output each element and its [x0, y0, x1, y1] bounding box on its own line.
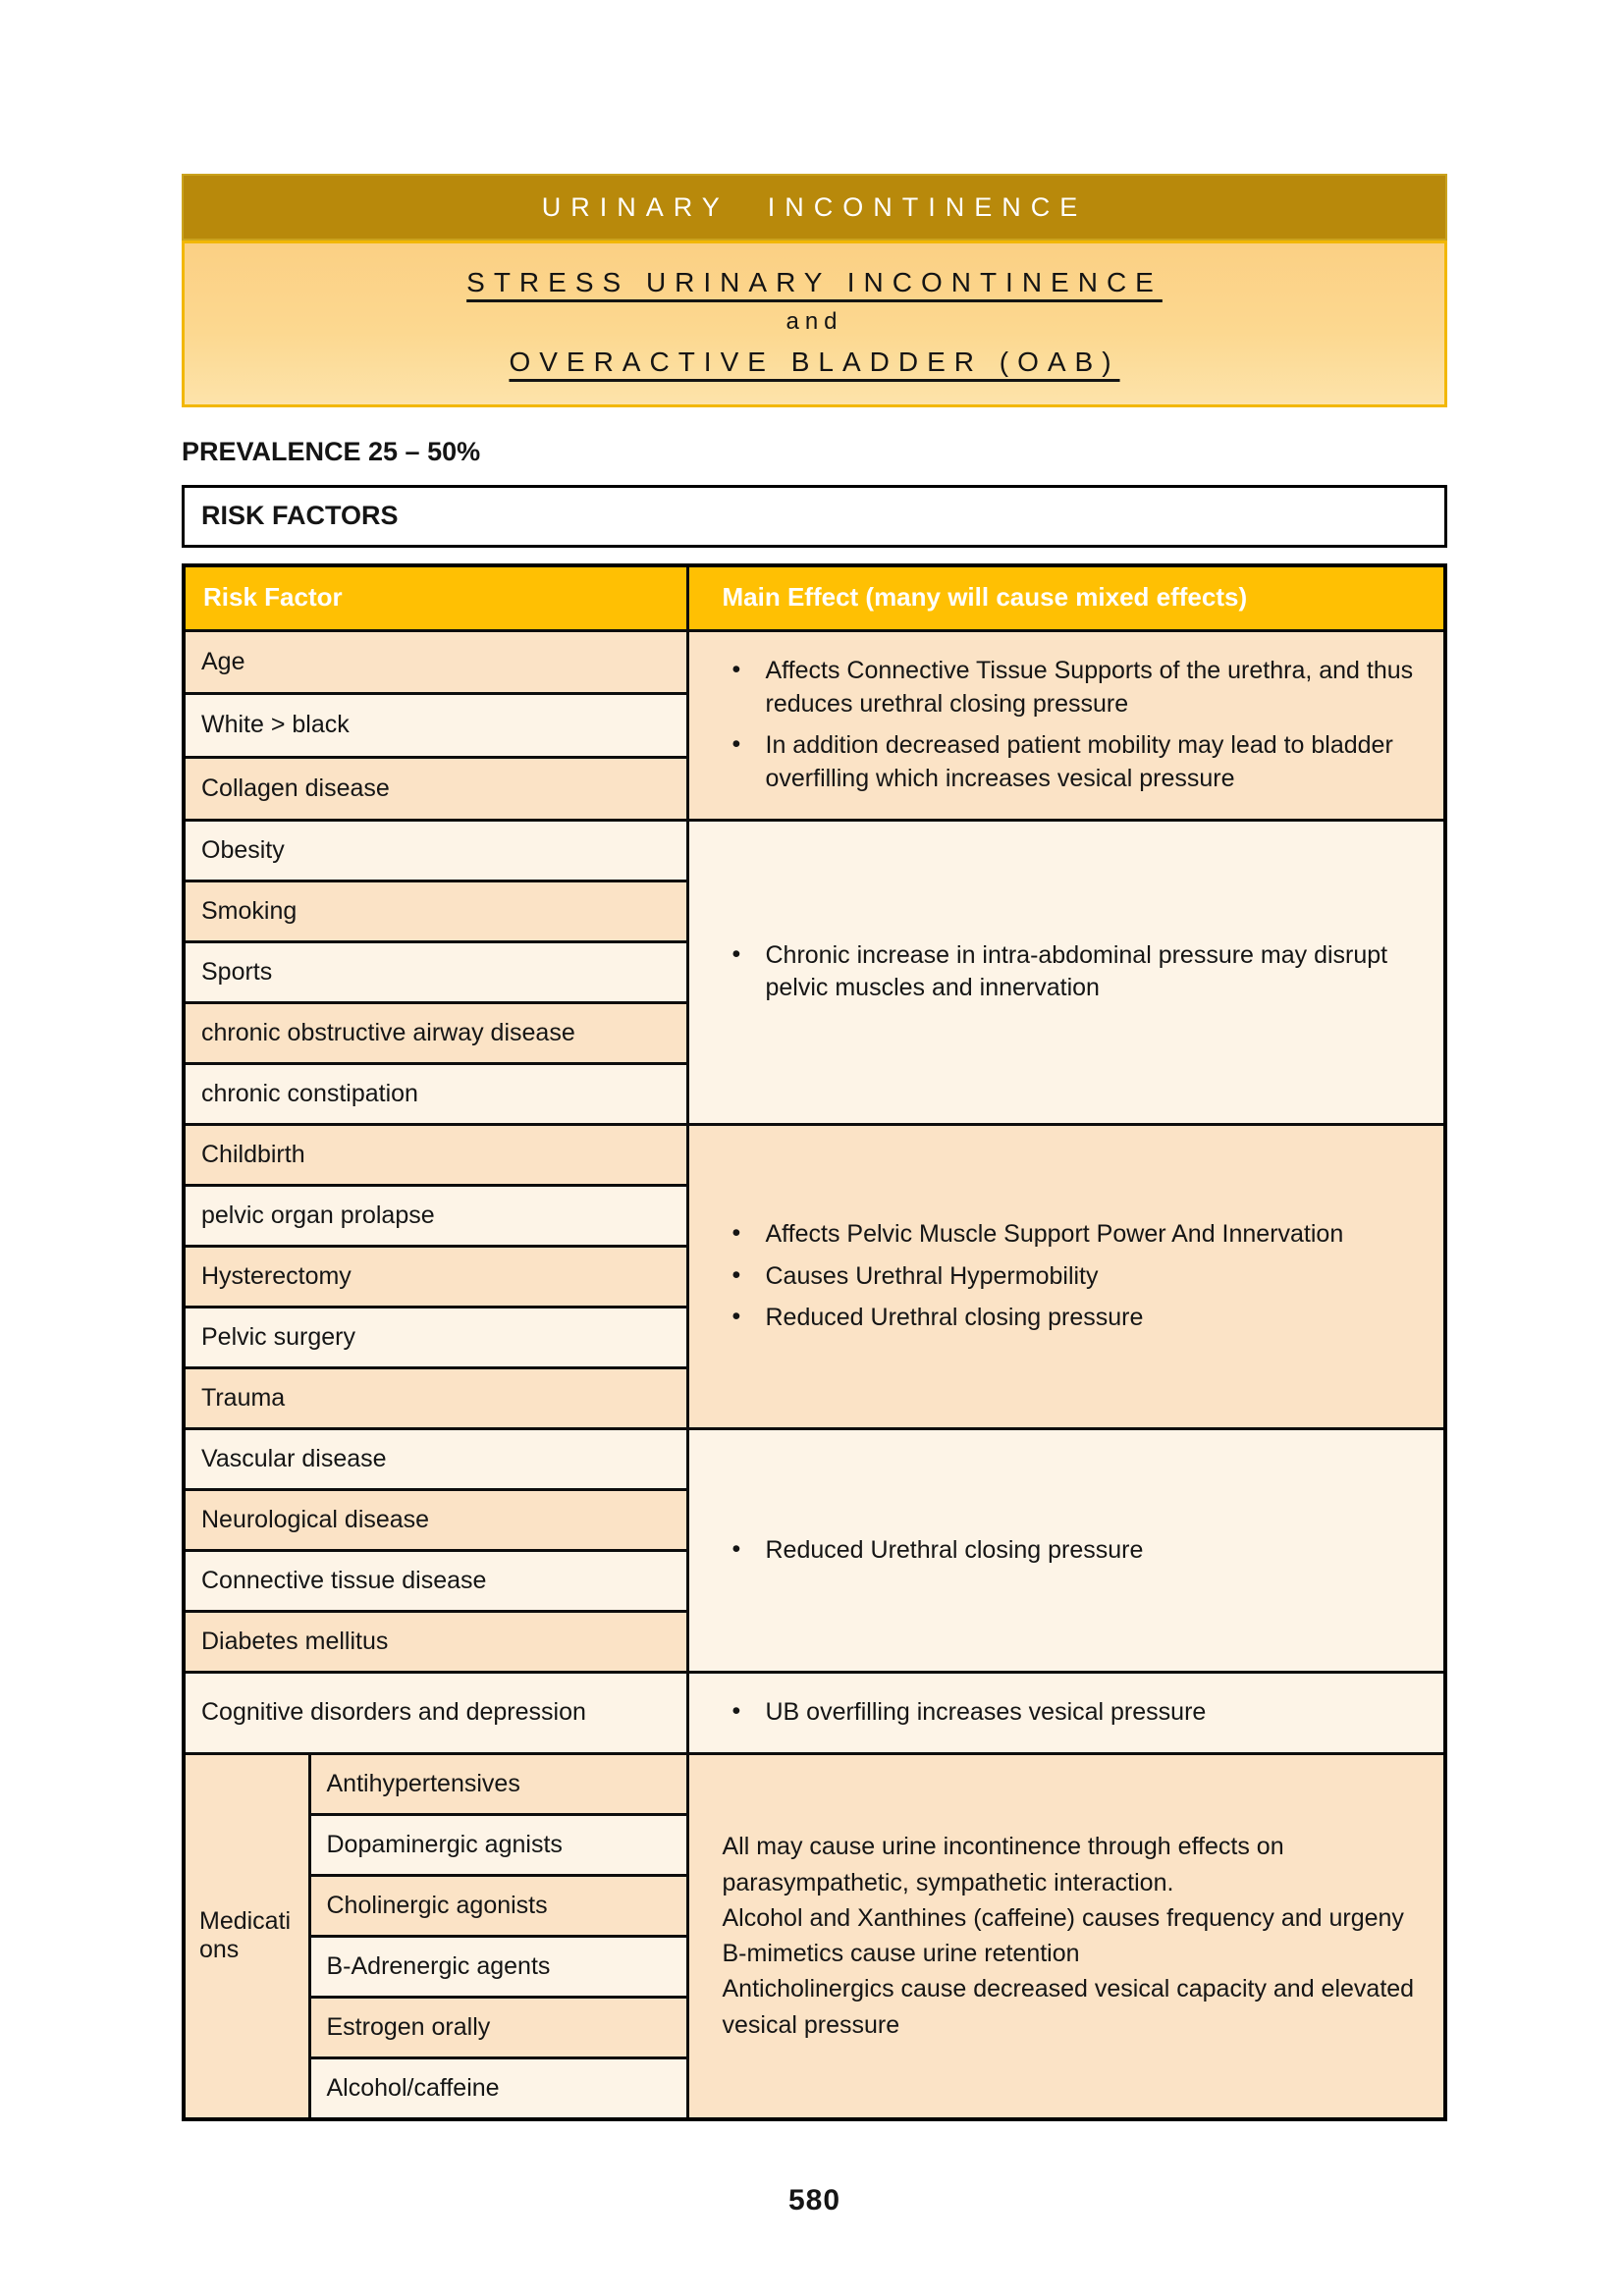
main-title-banner [182, 174, 1447, 240]
effect-bullet-item: • Reduced Urethral closing pressure [725, 1302, 1423, 1335]
effect-paragraph: B-mimetics cause urine retention [722, 1940, 1080, 1968]
effect-bullet-item: • Affects Pelvic Muscle Support Power And Innervation [725, 1218, 1423, 1252]
effect-cell [687, 1753, 1445, 2119]
risk-table-row [184, 1124, 1445, 1185]
risk-factor-cell: Sports [184, 941, 687, 1002]
medication-item-cell: Alcohol/caffeine [309, 2057, 687, 2119]
prevalence-text: PREVALENCE 25 – 50% [182, 436, 481, 466]
risk-factor-cell: White > black [184, 694, 687, 757]
subtitle-box [182, 240, 1447, 407]
risk-table-row [184, 1753, 1445, 1814]
subtitle-conjunction: and [785, 308, 843, 336]
effect-bullet-list [703, 1534, 1423, 1568]
effect-bullet-item: • Affects Connective Tissue Supports of the urethra, and thus reduces urethral closing pressure [725, 655, 1423, 721]
effect-bullet-item: • Reduced Urethral closing pressure [725, 1534, 1423, 1568]
title-block [182, 174, 1447, 407]
risk-table-row [184, 1428, 1445, 1489]
effect-bullet-list [703, 655, 1423, 796]
risk-factor-cell: Connective tissue disease [184, 1550, 687, 1611]
risk-table-body [184, 630, 1445, 2118]
effect-cell [687, 820, 1445, 1124]
effect-cell [687, 1124, 1445, 1428]
effect-paragraph: Alcohol and Xanthines (caffeine) causes frequency and urgeny [722, 1903, 1404, 1932]
risk-factor-cell: Trauma [184, 1367, 687, 1428]
header-row [184, 565, 1445, 631]
effect-cell [687, 630, 1445, 820]
page-content [182, 174, 1447, 2217]
effect-paragraphs [723, 1829, 1423, 2043]
effect-bullet-list [703, 1696, 1423, 1730]
risk-factor-cell: chronic obstructive airway disease [184, 1002, 687, 1063]
risk-factors-heading: RISK FACTORS [182, 485, 1447, 548]
column-header-risk-factor: Risk Factor [184, 565, 687, 631]
page-number: 580 [787, 2183, 841, 2216]
effect-bullet-item: • In addition decreased patient mobility may lead to bladder overfilling which increases vesical pressure [725, 729, 1423, 796]
effect-cell [687, 1672, 1445, 1753]
risk-table-header [184, 565, 1445, 631]
risk-factor-cell: Neurological disease [184, 1489, 687, 1550]
risk-factor-cell: Diabetes mellitus [184, 1611, 687, 1672]
effect-bullet-item: • UB overfilling increases vesical pressure [725, 1696, 1423, 1730]
effect-bullet-item: • Chronic increase in intra-abdominal pressure may disrupt pelvic muscles and innervation [725, 939, 1423, 1006]
risk-factor-cell: Obesity [184, 820, 687, 881]
medication-item-cell: Antihypertensives [309, 1753, 687, 1814]
medication-item-cell: Dopaminergic agnists [309, 1814, 687, 1875]
effect-bullet-list [703, 1218, 1423, 1335]
risk-table-row [184, 630, 1445, 693]
risk-factor-cell: Age [184, 630, 687, 693]
medications-group-label: Medications [184, 1753, 309, 2119]
risk-factor-cell: Childbirth [184, 1124, 687, 1185]
subtitle-line-2: OVERACTIVE BLADDER (OAB) [509, 346, 1120, 377]
page-title: URINARY INCONTINENCE [541, 191, 1088, 222]
effect-bullet-list [703, 939, 1423, 1006]
risk-factor-cell: Collagen disease [184, 757, 687, 820]
risk-factor-cell: Pelvic surgery [184, 1307, 687, 1367]
risk-factor-cell: Cognitive disorders and depression [184, 1672, 687, 1753]
medication-item-cell: Cholinergic agonists [309, 1875, 687, 1936]
risk-factor-cell: pelvic organ prolapse [184, 1185, 687, 1246]
effect-paragraph: All may cause urine incontinence through effects on parasympathetic, sympathetic interaction. [722, 1833, 1284, 1896]
risk-table-row [184, 1672, 1445, 1753]
risk-factors-table [182, 563, 1447, 2121]
risk-factor-cell: Hysterectomy [184, 1246, 687, 1307]
column-header-main-effect: Main Effect (many will cause mixed effects) [687, 565, 1445, 631]
effect-paragraph: Anticholinergics cause decreased vesical capacity and elevated vesical pressure [722, 1975, 1415, 2039]
effect-bullet-item: • Causes Urethral Hypermobility [725, 1260, 1423, 1294]
medication-item-cell: Estrogen orally [309, 1997, 687, 2057]
risk-table-row [184, 820, 1445, 881]
risk-factor-cell: chronic constipation [184, 1063, 687, 1124]
risk-factor-cell: Smoking [184, 881, 687, 941]
risk-factor-cell: Vascular disease [184, 1428, 687, 1489]
medication-item-cell: B-Adrenergic agents [309, 1936, 687, 1997]
effect-cell [687, 1428, 1445, 1672]
subtitle-line-1: STRESS URINARY INCONTINENCE [466, 267, 1163, 297]
